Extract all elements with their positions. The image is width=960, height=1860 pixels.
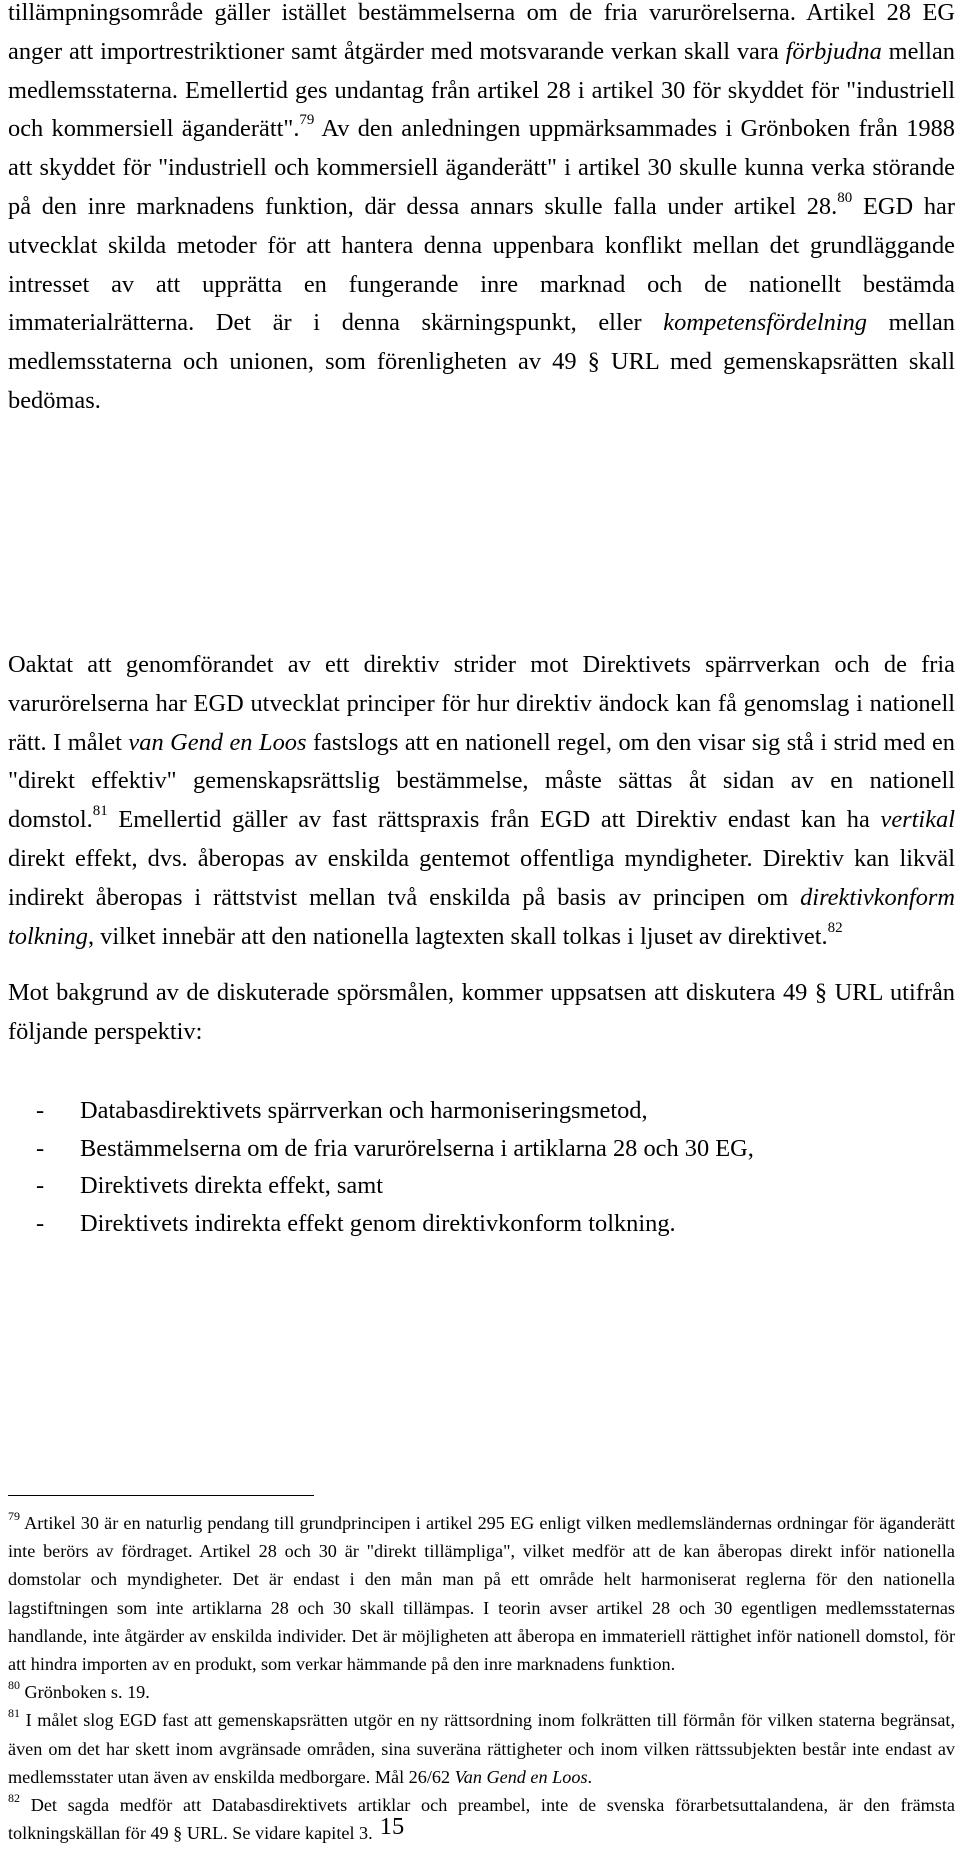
footnote-81 bbox=[8, 1706, 955, 1791]
paragraph-1-text-c: mellan medlemsstaterna. Emellertid ges undantag från artikel 28 i artikel 30 för skyddet för "industriell och kommersiell äganderätt". bbox=[8, 37, 955, 143]
paragraph-1-italic-kompetensfordelning: kompetensfördelning bbox=[663, 309, 867, 337]
list-dash: - bbox=[36, 1172, 45, 1199]
paragraph-1-text-d: Av den anledningen uppmärksammades i Grönboken från 1988 att skyddet för "industriell och kommersiell äganderätt" i artikel 30 skulle kunna verka störande på den inre marknadens funktion, där dessa annars skulle falla under artikel 28. bbox=[8, 115, 955, 220]
paragraph-2-text-a: Oaktat att genomförandet av ett direktiv strider mot Direktivets spärrverkan och de fria varurörelserna har EGD utvecklat principer för hur direktiv ändock kan få genomslag i nationell rätt. I målet bbox=[8, 651, 955, 756]
paragraph-2-text-d: Emellertid gäller av fast rättspraxis från EGD att Direktiv endast kan ha bbox=[107, 806, 881, 834]
footnote-text: Artikel 30 är en naturlig pendang till grundprincipen i artikel 295 EG enligt vilken medlemsländernas ordningar för äganderätt inte berörs av fördraget. Artikel 28 och 30 är "direkt tillämpliga", vilket medför att de kan åberopas direkt inför nationella domstolar och myndigheter. Det är endast i den mån man på ett område helt harmoniserat reglerna för den nationella lagstiftningen som inte artiklarna 28 och 30 skall tillämpas. I teorin avser artikel 28 och 30 egentligen medlemsstaternas handlande, inte åtgärder av enskilda individer. Det är möjligheten att åberopa en immateriell rättighet inför nationell domstol, för att hindra importen av en produkt, som verkar hämmande på den inre marknadens funktion. bbox=[8, 1513, 955, 1675]
list-item bbox=[36, 1167, 936, 1205]
footnote-ref-82: 82 bbox=[827, 919, 843, 936]
paragraph-2 bbox=[8, 646, 955, 956]
paragraph-1-italic-forbjudna: förbjudna bbox=[785, 37, 882, 65]
list-item-text: Direktivets direkta effekt, samt bbox=[80, 1172, 383, 1199]
footnote-ref-79: 79 bbox=[299, 112, 315, 129]
footnote-ref-80: 80 bbox=[837, 189, 853, 206]
paragraph-3-text: Mot bakgrund av de diskuterade spörsmålen, kommer uppsatsen att diskutera 49 § URL utifrån följande perspektiv: bbox=[8, 979, 955, 1045]
paragraph-2-text-f: direkt effekt, dvs. åberopas av enskilda gentemot offentliga myndigheter. Direktiv kan likväl indirekt åberopas i rättstvist mellan två enskilda på basis av principen om bbox=[8, 844, 955, 911]
footnote-text: Det sagda medför att Databasdirektivets artiklar och preambel, inte de svenska förarbetsuttalandena, är den främsta tolkningskällan för 49 § URL. Se vidare kapitel 3. bbox=[8, 1795, 955, 1844]
footnote-number: 80 bbox=[8, 1678, 20, 1693]
paragraph-1-text-g: mellan medlemsstaterna och unionen, som förenligheten av 49 § URL med gemenskapsrätten skall bedömas. bbox=[8, 309, 955, 414]
paragraph-1 bbox=[8, 0, 955, 421]
footnote-ref-81: 81 bbox=[92, 803, 108, 820]
footnote-number: 82 bbox=[8, 1791, 20, 1806]
footnote-separator bbox=[8, 1495, 314, 1496]
perspective-list bbox=[36, 1092, 936, 1242]
paragraph-2-italic-vertikal: vertikal bbox=[880, 806, 955, 834]
footnotes bbox=[8, 1509, 955, 1847]
paragraph-1-text-e: EGD har utvecklat skilda metoder för att hantera denna uppenbara konflikt mellan det grundläggande intresset av att upprätta en fungerande inre marknad och de nationellt bestämda immaterialrätterna. Det är i denna skärningspunkt, eller bbox=[8, 192, 955, 337]
list-item bbox=[36, 1092, 936, 1130]
list-item-text: Direktivets indirekta effekt genom direktivkonform tolkning. bbox=[80, 1209, 676, 1237]
footnote-text: Grönboken s. 19. bbox=[20, 1682, 150, 1703]
footnote-text-end: . bbox=[587, 1766, 593, 1787]
paragraph-3 bbox=[8, 974, 955, 1052]
paragraph-2-italic-case-name: van Gend en Loos bbox=[128, 728, 307, 756]
list-dash: - bbox=[36, 1134, 45, 1162]
list-item bbox=[36, 1205, 936, 1243]
paragraph-1-text-a: tillämpningsområde gäller istället bestämmelserna om de fria varurörelserna. Artikel 28 EG anger att importrestriktioner samt åtgärder med motsvarande verkan skall vara bbox=[8, 0, 955, 65]
paragraph-2-italic-direktivkonform: direktivkonform tolkning bbox=[8, 883, 955, 950]
list-dash: - bbox=[36, 1097, 45, 1124]
page-number: 15 bbox=[379, 1813, 405, 1840]
footnote-italic-case-name: Van Gend en Loos bbox=[454, 1766, 588, 1787]
list-item bbox=[36, 1130, 936, 1168]
list-item-text: Bestämmelserna om de fria varurörelserna i artiklarna 28 och 30 EG, bbox=[80, 1134, 754, 1162]
footnote-79 bbox=[8, 1509, 955, 1678]
footnote-number: 81 bbox=[8, 1706, 20, 1721]
footnote-80 bbox=[8, 1678, 955, 1706]
paragraph-2-text-c: fastslogs att en nationell regel, om den visar sig stå i strid med en "direkt effektiv" gemenskapsrättslig bestämmelse, måste sättas åt sidan av en nationell domstol. bbox=[8, 728, 956, 834]
footnote-text: I målet slog EGD fast att gemenskapsrätten utgör en ny rättsordning inom folkrätten till förmån för vilken staterna begränsat, även om det har skett inom avgränsade områden, sina suveräna rättigheter och inom vilken rättssubjekten består inte endast av medlemsstater utan även av enskilda medborgare. Mål 26/62 bbox=[8, 1710, 955, 1787]
list-dash: - bbox=[36, 1209, 45, 1237]
paragraph-2-text-h: , vilket innebär att den nationella lagtexten skall tolkas i ljuset av direktivet. bbox=[87, 922, 828, 950]
footnote-number: 79 bbox=[8, 1509, 20, 1523]
list-item-text: Databasdirektivets spärrverkan och harmoniseringsmetod, bbox=[80, 1097, 648, 1124]
